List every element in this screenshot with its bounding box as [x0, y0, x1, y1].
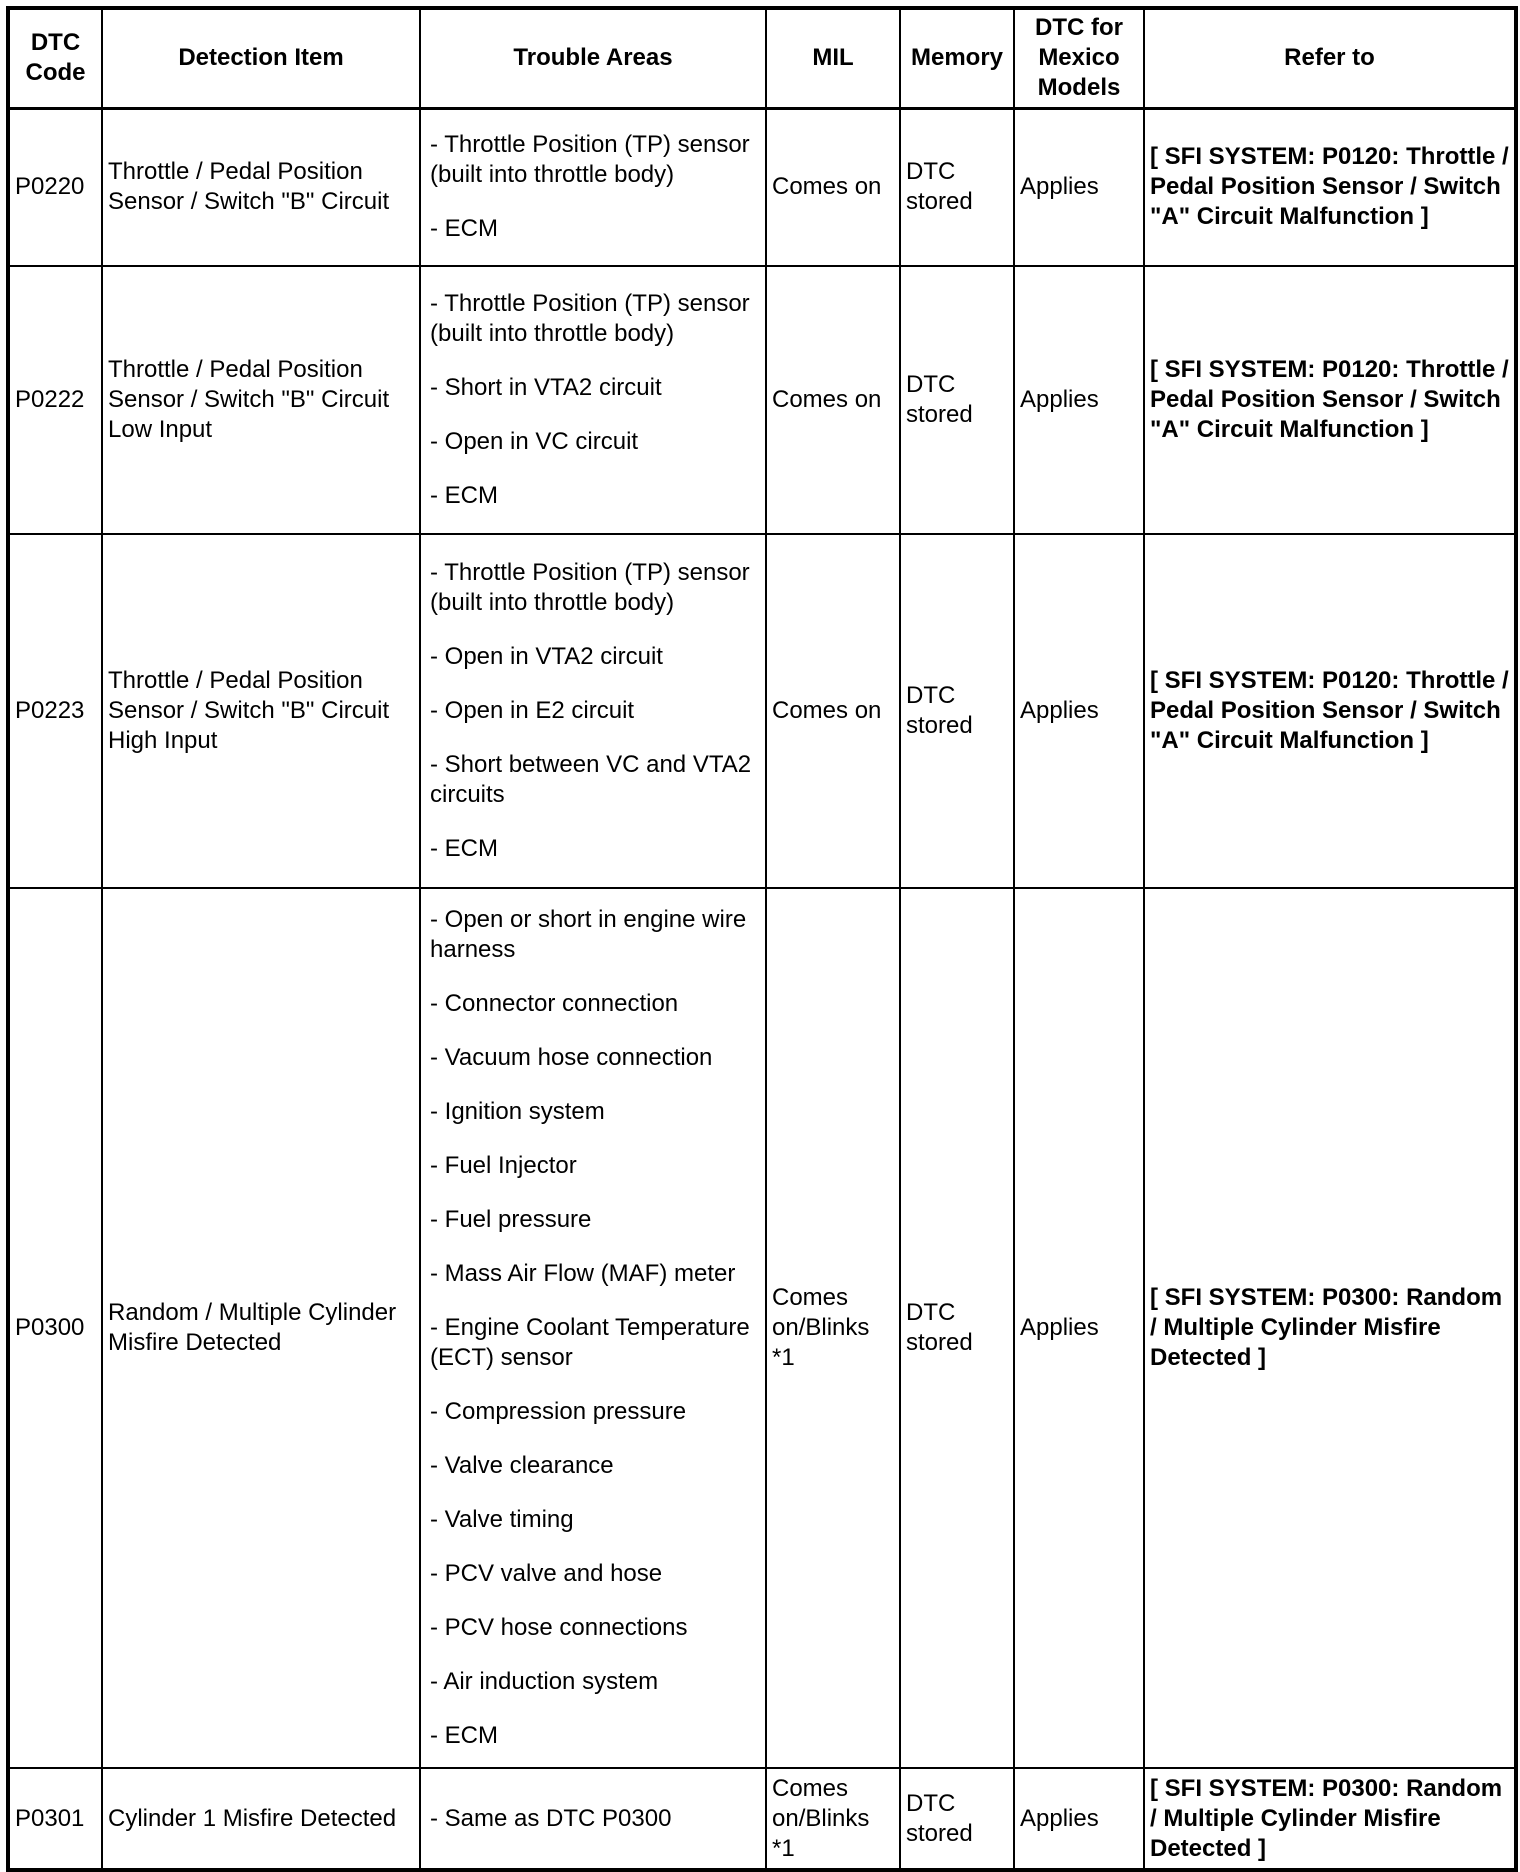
dtc-code-cell: P0223: [8, 534, 102, 888]
memory-cell: DTC stored: [900, 888, 1014, 1768]
detection-item-cell: Throttle / Pedal Position Sensor / Switch "B" Circuit Low Input: [102, 266, 420, 534]
mil-cell: Comes on: [766, 534, 900, 888]
mexico-models-cell: Applies: [1014, 534, 1144, 888]
dtc-code-cell: P0301: [8, 1768, 102, 1870]
trouble-area-item: - Vacuum hose connection: [430, 1044, 713, 1071]
trouble-area-item: - ECM: [430, 482, 498, 509]
mil-cell: Comes on: [766, 266, 900, 534]
memory-cell: DTC stored: [900, 1768, 1014, 1870]
trouble-areas-cell: [420, 266, 766, 534]
refer-to-link[interactable]: [ SFI SYSTEM: P0300: Random / Multiple Cylinder Misfire Detected ]: [1144, 888, 1516, 1768]
trouble-area-item: - Fuel pressure: [430, 1206, 592, 1233]
table-row: [8, 1768, 1516, 1870]
trouble-area-item: - Throttle Position (TP) sensor (built into throttle body): [430, 131, 750, 189]
trouble-area-item: - Same as DTC P0300: [430, 1804, 672, 1832]
trouble-area-item: - PCV valve and hose: [430, 1560, 663, 1587]
refer-to-link[interactable]: [ SFI SYSTEM: P0120: Throttle / Pedal Position Sensor / Switch "A" Circuit Malfunction ]: [1144, 108, 1516, 266]
memory-cell: DTC stored: [900, 534, 1014, 888]
mexico-models-cell: Applies: [1014, 266, 1144, 534]
mil-cell: Comes on/Blinks *1: [766, 888, 900, 1768]
memory-cell: DTC stored: [900, 266, 1014, 534]
trouble-areas-cell: [420, 108, 766, 266]
header-mexico-models: DTC for Mexico Models: [1014, 8, 1144, 108]
trouble-area-item: - Fuel Injector: [430, 1152, 577, 1179]
trouble-area-item: - Ignition system: [430, 1098, 605, 1125]
trouble-area-item: - Valve clearance: [430, 1452, 614, 1479]
trouble-area-item: - ECM: [430, 1722, 498, 1749]
trouble-areas-cell: [420, 1768, 766, 1870]
dtc-code-cell: P0220: [8, 108, 102, 266]
mil-cell: Comes on/Blinks *1: [766, 1768, 900, 1870]
trouble-area-item: - PCV hose connections: [430, 1614, 688, 1641]
trouble-area-item: - Open in VTA2 circuit: [430, 643, 663, 670]
refer-to-link[interactable]: [ SFI SYSTEM: P0120: Throttle / Pedal Position Sensor / Switch "A" Circuit Malfunction ]: [1144, 266, 1516, 534]
trouble-area-item: - Valve timing: [430, 1506, 574, 1533]
trouble-area-item: - Throttle Position (TP) sensor (built into throttle body): [430, 559, 750, 616]
detection-item-cell: Cylinder 1 Misfire Detected: [102, 1768, 420, 1870]
header-mil: MIL: [766, 8, 900, 108]
trouble-area-item: - Engine Coolant Temperature (ECT) sensor: [430, 1314, 750, 1371]
trouble-areas-cell: [420, 888, 766, 1768]
header-memory: Memory: [900, 8, 1014, 108]
detection-item-cell: Random / Multiple Cylinder Misfire Detected: [102, 888, 420, 1768]
mexico-models-cell: Applies: [1014, 888, 1144, 1768]
trouble-area-item: - Compression pressure: [430, 1398, 687, 1425]
dtc-table: [6, 6, 1518, 1872]
refer-to-link[interactable]: [ SFI SYSTEM: P0300: Random / Multiple Cylinder Misfire Detected ]: [1144, 1768, 1516, 1870]
trouble-area-item: - Open in E2 circuit: [430, 697, 635, 724]
table-row: [8, 888, 1516, 1768]
table-row: [8, 266, 1516, 534]
memory-cell: DTC stored: [900, 108, 1014, 266]
trouble-areas-cell: [420, 534, 766, 888]
table-header-row: [8, 8, 1516, 108]
table-row: [8, 108, 1516, 266]
mexico-models-cell: Applies: [1014, 108, 1144, 266]
mil-cell: Comes on: [766, 108, 900, 266]
detection-item-cell: Throttle / Pedal Position Sensor / Switch "B" Circuit High Input: [102, 534, 420, 888]
dtc-code-cell: P0222: [8, 266, 102, 534]
trouble-area-item: - Throttle Position (TP) sensor (built into throttle body): [430, 290, 750, 347]
trouble-area-item: - ECM: [430, 215, 498, 243]
trouble-area-item: - Short in VTA2 circuit: [430, 374, 662, 401]
header-refer-to: Refer to: [1144, 8, 1516, 108]
detection-item-cell: Throttle / Pedal Position Sensor / Switch "B" Circuit: [102, 108, 420, 266]
trouble-area-item: - Open in VC circuit: [430, 428, 639, 455]
trouble-area-item: - ECM: [430, 835, 498, 862]
header-detection-item: Detection Item: [102, 8, 420, 108]
trouble-area-item: - Mass Air Flow (MAF) meter: [430, 1260, 736, 1287]
table-row: [8, 534, 1516, 888]
dtc-code-cell: P0300: [8, 888, 102, 1768]
header-dtc-code: DTC Code: [8, 8, 102, 108]
trouble-area-item: - Short between VC and VTA2 circuits: [430, 751, 752, 808]
trouble-area-item: - Open or short in engine wire harness: [430, 906, 747, 963]
refer-to-link[interactable]: [ SFI SYSTEM: P0120: Throttle / Pedal Position Sensor / Switch "A" Circuit Malfunction ]: [1144, 534, 1516, 888]
trouble-area-item: - Connector connection: [430, 990, 679, 1017]
trouble-area-item: - Air induction system: [430, 1668, 659, 1695]
header-trouble-areas: Trouble Areas: [420, 8, 766, 108]
mexico-models-cell: Applies: [1014, 1768, 1144, 1870]
